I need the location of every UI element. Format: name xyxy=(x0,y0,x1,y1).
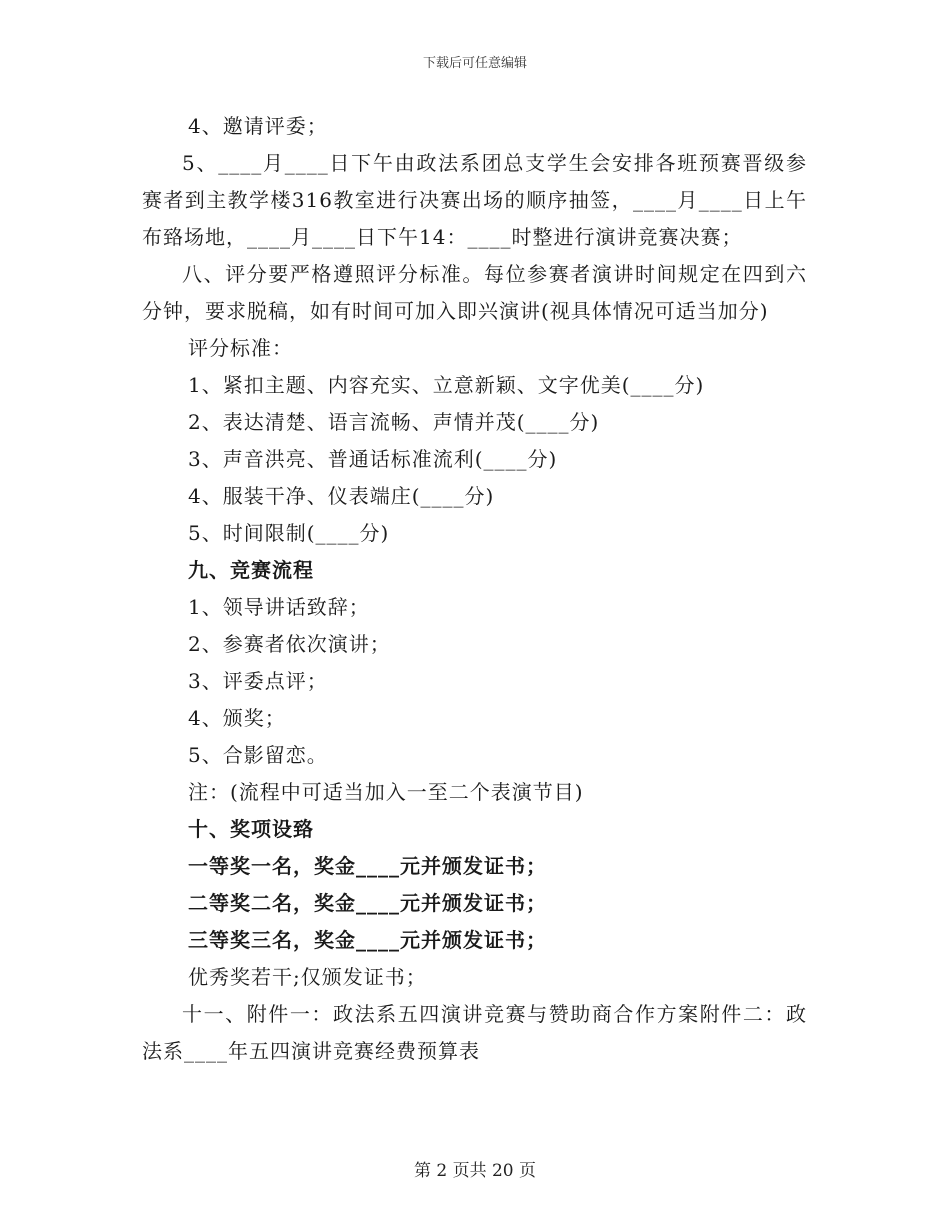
criterion-2: 2、表达清楚、语言流畅、声情并茂(____分) xyxy=(188,410,600,434)
flow-step-1: 1、领导讲话致辞； xyxy=(188,595,370,619)
page-header: 下载后可任意编辑 xyxy=(422,56,527,71)
criterion-5: 5、时间限制(____分) xyxy=(188,521,390,545)
page-footer: 第 2 页共 20 页 xyxy=(413,1161,537,1181)
award-second: 二等奖二名，奖金____元并颁发证书； xyxy=(188,891,547,915)
section-11-attachments: 十一、附件一：政法系五四演讲竞赛与赞助商合作方案附件二：政法系____年五四演讲竞赛经费预算表 xyxy=(142,1002,807,1063)
section-8-scoring: 八、评分要严格遵照评分标准。每位参赛者演讲时间规定在四到六分钟，要求脱稿，如有时间可加入即兴演讲(视具体情况可适当加分) xyxy=(142,262,807,323)
award-third: 三等奖三名，奖金____元并颁发证书； xyxy=(188,928,547,952)
flow-step-2: 2、参赛者依次演讲； xyxy=(188,632,391,656)
flow-step-4: 4、颁奖； xyxy=(188,706,286,730)
award-excellence: 优秀奖若干;仅颁发证书； xyxy=(188,965,427,989)
item-schedule: 5、____月____日下午由政法系团总支学生会安排各班预赛晋级参赛者到主教学楼316教室进行决赛出场的顺序抽签，____月____日上午布臵场地，____月____日下午14：____时整进行演讲竞赛决赛； xyxy=(142,151,807,249)
document-body xyxy=(142,108,807,1070)
flow-step-3: 3、评委点评； xyxy=(188,669,328,693)
criterion-4: 4、服装干净、仪表端庄(____分) xyxy=(188,484,495,508)
award-first: 一等奖一名，奖金____元并颁发证书； xyxy=(188,854,547,878)
item-invite-judges: 4、邀请评委； xyxy=(188,114,328,138)
criterion-1: 1、紧扣主题、内容充实、立意新颖、文字优美(____分) xyxy=(188,373,705,397)
flow-note: 注：(流程中可适当加入一至二个表演节目) xyxy=(188,780,584,804)
scoring-criteria-heading: 评分标准： xyxy=(188,336,293,360)
criterion-3: 3、声音洪亮、普通话标准流利(____分) xyxy=(188,447,558,471)
flow-step-5: 5、合影留恋。 xyxy=(188,743,328,767)
section-9-heading: 九、竞赛流程 xyxy=(188,558,314,582)
section-10-heading: 十、奖项设臵 xyxy=(188,817,314,841)
